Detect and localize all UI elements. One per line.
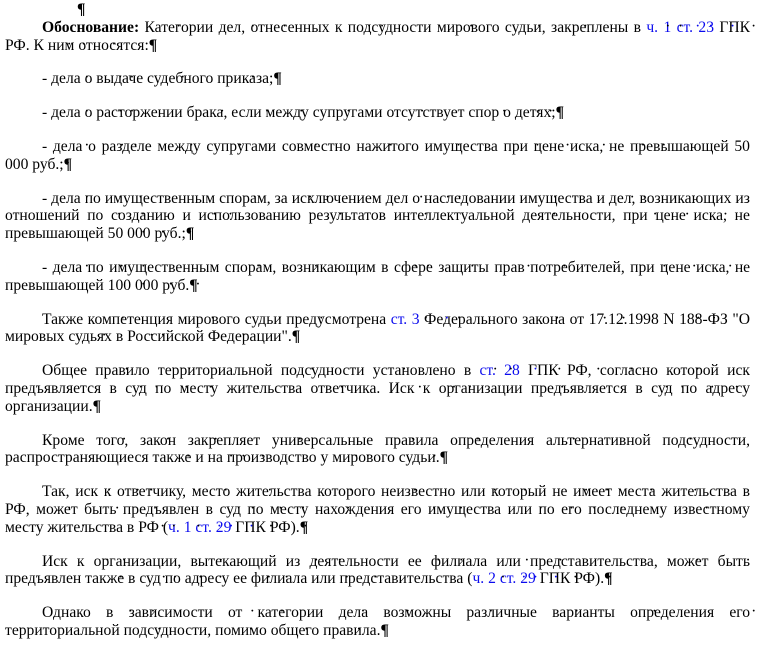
legal-reference-link[interactable]: ст. · 28	[479, 362, 519, 379]
space-mark	[565, 311, 570, 328]
space-mark	[227, 104, 231, 121]
space-mark	[117, 380, 125, 397]
space-mark	[317, 449, 321, 466]
space-mark	[264, 501, 270, 518]
space-mark	[373, 432, 385, 449]
space-mark	[456, 362, 464, 379]
space-mark	[230, 483, 236, 500]
space-mark	[123, 225, 127, 242]
space-mark	[91, 604, 106, 621]
space-mark	[521, 553, 530, 570]
space-mark	[191, 207, 199, 224]
space-mark	[487, 553, 496, 570]
space-mark	[584, 311, 589, 328]
legal-reference-link[interactable]: ч. · 2 · ст. · 29	[472, 570, 535, 587]
space-mark	[729, 138, 735, 155]
space-mark	[686, 207, 694, 224]
paragraph	[5, 483, 750, 536]
space-mark	[213, 501, 219, 518]
space-mark	[85, 432, 97, 449]
space-mark	[714, 19, 719, 36]
space-mark	[96, 138, 102, 155]
space-mark	[161, 570, 165, 587]
space-mark	[212, 519, 216, 536]
space-mark	[215, 190, 219, 207]
space-mark	[104, 259, 109, 276]
space-mark	[651, 432, 663, 449]
pilcrow-mark: ¶	[273, 70, 282, 88]
space-mark	[123, 519, 127, 536]
space-mark	[708, 553, 717, 570]
empty-paragraph	[5, 1, 750, 19]
space-mark	[81, 104, 85, 121]
space-mark	[570, 570, 574, 587]
space-mark	[81, 570, 85, 587]
space-mark	[485, 483, 491, 500]
space-mark	[615, 604, 630, 621]
space-mark	[516, 570, 520, 587]
text-run: Однако · в · зависимости · от · категории · дела · возможны · различные · варианты · определения · его территориальной · подсудности, · помимо · общего · правила.	[5, 604, 750, 639]
text-run: - · дела · по · имущественным · спорам, · возникающим · в · сфере · защиты· прав · потребителей, · при · цене · иска, · не превышающей · 100 · 000 · руб.	[5, 259, 750, 294]
space-mark	[395, 449, 399, 466]
space-mark	[83, 311, 88, 328]
space-mark	[612, 483, 618, 500]
space-mark	[199, 501, 205, 518]
space-mark	[336, 570, 340, 587]
space-mark	[273, 362, 281, 379]
space-mark	[511, 104, 515, 121]
space-mark	[500, 19, 505, 36]
space-mark	[277, 553, 286, 570]
space-mark	[555, 501, 561, 518]
space-mark	[181, 553, 190, 570]
space-mark	[47, 259, 52, 276]
space-mark	[719, 362, 727, 379]
space-mark	[673, 380, 681, 397]
space-mark	[420, 311, 425, 328]
pilcrow-mark: ¶	[380, 621, 389, 639]
space-mark	[175, 207, 183, 224]
space-mark	[101, 190, 105, 207]
space-mark	[152, 138, 158, 155]
space-mark	[603, 138, 609, 155]
space-mark	[592, 362, 600, 379]
space-mark	[74, 37, 78, 54]
space-mark	[342, 19, 347, 36]
paragraph	[5, 138, 750, 174]
space-mark	[82, 138, 88, 155]
pilcrow-mark: ¶	[555, 104, 565, 122]
space-mark	[407, 311, 412, 328]
space-mark	[123, 328, 127, 345]
space-mark	[120, 622, 124, 639]
space-mark	[471, 362, 479, 379]
space-mark	[44, 519, 48, 536]
space-mark	[309, 104, 313, 121]
space-mark	[635, 190, 639, 207]
space-mark	[231, 519, 235, 536]
space-mark	[81, 190, 85, 207]
space-mark	[496, 362, 504, 379]
space-mark	[307, 570, 311, 587]
space-mark	[628, 19, 633, 36]
space-mark	[271, 190, 275, 207]
space-mark	[528, 138, 534, 155]
space-mark	[515, 207, 523, 224]
space-mark	[82, 259, 87, 276]
space-mark	[643, 380, 651, 397]
space-mark	[422, 501, 428, 518]
space-mark	[319, 622, 323, 639]
space-mark	[525, 259, 530, 276]
text-run: · ГПК · РФ, · согласно · которой · иск предъявляется · в · суд · по · месту · жительства · ответчика. · Иск · к · организации · предъявляется · в · суд · по · адресу организации.	[5, 362, 750, 415]
space-mark	[537, 604, 552, 621]
space-mark	[547, 483, 553, 500]
space-mark	[389, 259, 394, 276]
space-mark	[484, 570, 488, 587]
paragraph	[5, 553, 750, 589]
text-run: - · дела · о · разделе · между · супругами · совместно · нажитого · имущества· при · цене · иска, · не · превышающей · 50 000 · руб.;	[5, 138, 750, 173]
space-mark	[213, 19, 218, 36]
space-mark	[229, 570, 233, 587]
space-mark	[28, 156, 32, 173]
space-mark	[546, 19, 551, 36]
space-mark	[78, 501, 84, 518]
text-run: · ГПК · РФ).	[536, 570, 604, 587]
space-mark	[365, 362, 373, 379]
space-mark	[242, 604, 257, 621]
space-mark	[47, 104, 51, 121]
space-mark	[180, 519, 184, 536]
space-mark	[276, 138, 282, 155]
pilcrow-mark: ¶	[604, 570, 613, 588]
space-mark	[158, 277, 162, 294]
space-mark	[658, 362, 666, 379]
space-mark	[656, 483, 662, 500]
space-mark	[382, 190, 386, 207]
pilcrow-mark: ¶	[185, 225, 195, 243]
space-mark	[201, 138, 207, 155]
space-mark	[103, 207, 111, 224]
space-mark	[408, 190, 412, 207]
space-mark	[308, 501, 314, 518]
space-mark	[186, 483, 192, 500]
space-mark	[414, 380, 422, 397]
space-mark	[245, 19, 250, 36]
space-mark	[44, 37, 48, 54]
space-mark	[92, 70, 96, 87]
space-mark	[648, 207, 656, 224]
pilcrow-mark: ¶	[77, 1, 86, 18]
pilcrow-mark: ¶	[63, 155, 73, 173]
space-mark	[691, 259, 696, 276]
space-mark	[328, 449, 332, 466]
space-mark	[380, 380, 388, 397]
space-mark	[383, 104, 387, 121]
space-mark	[204, 328, 208, 345]
space-mark	[218, 380, 226, 397]
space-mark	[518, 311, 523, 328]
space-mark	[536, 570, 540, 587]
space-mark	[85, 553, 94, 570]
space-mark	[697, 380, 705, 397]
space-mark	[430, 380, 438, 397]
space-mark	[422, 553, 431, 570]
paragraph	[5, 604, 750, 640]
paragraph	[5, 104, 750, 122]
space-mark	[731, 190, 735, 207]
space-mark	[534, 432, 546, 449]
space-mark	[30, 37, 34, 54]
space-mark	[351, 138, 357, 155]
space-mark	[104, 225, 108, 242]
space-mark	[147, 380, 155, 397]
space-mark	[675, 311, 680, 328]
space-mark	[183, 104, 187, 121]
space-mark	[150, 362, 158, 379]
text-run: · Федерального· закона · от · 17.12.1998 · N · 188-ФЗ · "О мировых · судьях · в · Российской· Федерации".	[5, 311, 750, 346]
paragraph	[5, 432, 750, 468]
text-run: Иск · к · организации, · вытекающий · из · деятельности · ее · филиала · или· представительства, · может · быть предъявлен · также · в · суд · по · адресу · ее· филиала · или · представительства · (	[5, 553, 750, 588]
paragraph	[5, 19, 750, 55]
space-mark	[615, 207, 623, 224]
space-mark	[81, 70, 85, 87]
space-mark	[47, 190, 51, 207]
pilcrow-mark: ¶	[299, 518, 309, 536]
text-run: Также · компетенция · мирового · судьи · предусмотрена ·	[42, 311, 391, 328]
space-mark	[727, 207, 735, 224]
space-mark	[70, 483, 76, 500]
space-mark	[176, 432, 188, 449]
text-run: Кроме · того, · закон · закрепляет · универсальные · правила · определения· альтернативной · подсудности, распространяющиеся · также · и · на · производство · у· мирового · судьи.	[5, 432, 750, 467]
space-mark	[139, 19, 144, 36]
space-mark	[501, 501, 507, 518]
space-mark	[173, 311, 178, 328]
space-mark	[213, 70, 217, 87]
space-mark	[240, 311, 245, 328]
space-mark	[223, 449, 227, 466]
space-mark	[104, 277, 108, 294]
space-mark	[211, 622, 215, 639]
pilcrow-mark: ¶	[189, 276, 198, 294]
space-mark	[143, 70, 147, 87]
space-mark	[111, 483, 117, 500]
space-mark	[135, 570, 139, 587]
space-mark	[241, 501, 247, 518]
space-mark	[124, 570, 128, 587]
space-mark	[522, 380, 530, 397]
space-mark	[330, 19, 335, 36]
space-mark	[432, 19, 437, 36]
text-run: Общее · правило · территориальной · подсудности · установлено · в ·	[42, 362, 479, 379]
space-mark	[247, 570, 251, 587]
paragraph	[5, 259, 750, 295]
space-mark	[520, 362, 528, 379]
space-mark	[728, 311, 733, 328]
space-mark	[181, 570, 185, 587]
space-mark	[276, 259, 281, 276]
legal-reference-link[interactable]: ч. · 1 · ст. · 29	[168, 519, 231, 536]
space-mark	[582, 501, 588, 518]
space-mark	[131, 277, 135, 294]
space-mark	[658, 19, 663, 36]
space-mark	[312, 483, 318, 500]
space-mark	[112, 328, 116, 345]
text-run: - · дела · о · расторжении · брака, · если · между · супругами · отсутствует · спор · о · детях;	[42, 104, 556, 121]
paragraph	[5, 70, 750, 88]
space-mark	[159, 519, 163, 536]
space-mark	[213, 604, 228, 621]
text-run: · ГПК · РФ).	[231, 519, 299, 536]
space-mark	[260, 432, 272, 449]
space-mark	[134, 519, 138, 536]
space-mark	[302, 380, 310, 397]
text-run: - · дела · о · выдаче · судебного · приказа;	[42, 70, 273, 87]
space-mark	[30, 501, 36, 518]
space-mark	[671, 19, 676, 36]
space-mark	[399, 553, 408, 570]
legal-reference-link[interactable]: ст. · 3	[391, 311, 420, 328]
space-mark	[438, 432, 450, 449]
space-mark	[394, 501, 400, 518]
space-mark	[301, 207, 309, 224]
space-mark	[463, 570, 467, 587]
pilcrow-mark: ¶	[92, 397, 102, 415]
space-mark	[605, 190, 609, 207]
space-mark	[693, 19, 698, 36]
space-mark	[98, 483, 104, 500]
pilcrow-mark: ¶	[439, 449, 449, 467]
text-run: Так, · иск · к · ответчику, · место · жительства · которого · неизвестно · или· который · не · имеет · места · жительства · в РФ, · может · быть · предъявлен · в· суд · по · месту · нахождения · его · имущества · или · по · его · последнему· известному месту · жительства · в · РФ · (	[5, 483, 750, 536]
bold-text-run: Обоснование:	[42, 18, 140, 36]
space-mark	[655, 259, 660, 276]
space-mark	[559, 362, 567, 379]
space-mark	[516, 190, 520, 207]
paragraph	[5, 362, 750, 415]
space-mark	[68, 553, 77, 570]
space-mark	[498, 138, 504, 155]
space-mark	[300, 553, 309, 570]
space-mark	[64, 328, 68, 345]
space-mark	[729, 259, 734, 276]
space-mark	[714, 604, 729, 621]
space-mark	[658, 553, 667, 570]
space-mark	[262, 104, 266, 121]
space-mark	[219, 259, 224, 276]
space-mark	[464, 104, 468, 121]
space-mark	[101, 380, 109, 397]
space-mark	[171, 380, 179, 397]
pilcrow-mark: ¶	[148, 36, 158, 54]
space-mark	[47, 138, 53, 155]
pilcrow-mark: ¶	[291, 328, 301, 346]
space-mark	[191, 449, 195, 466]
space-mark	[419, 138, 425, 155]
space-mark	[191, 519, 195, 536]
space-mark	[149, 449, 153, 466]
space-mark	[420, 190, 424, 207]
space-mark	[433, 259, 438, 276]
space-mark	[376, 259, 381, 276]
space-mark	[267, 622, 271, 639]
space-mark	[204, 449, 208, 466]
space-mark	[532, 501, 538, 518]
space-mark	[87, 362, 95, 379]
space-mark	[627, 380, 635, 397]
space-mark	[386, 207, 394, 224]
space-mark	[386, 311, 391, 328]
legal-reference-link[interactable]: ч. · 1 · ст. · 23	[646, 19, 714, 36]
text-run: · Категории · дел, · отнесенных · к · подсудности · мирового · судьи,· закреплены · в ·	[139, 19, 646, 36]
space-mark	[567, 483, 573, 500]
space-mark	[282, 311, 287, 328]
space-mark	[116, 501, 122, 518]
space-mark	[667, 501, 673, 518]
space-mark	[499, 104, 503, 121]
space-mark	[47, 70, 51, 87]
space-mark	[624, 138, 630, 155]
space-mark	[659, 311, 664, 328]
space-mark	[496, 570, 500, 587]
space-mark	[593, 190, 597, 207]
space-mark	[323, 604, 338, 621]
space-mark	[128, 432, 140, 449]
paragraph	[5, 311, 750, 347]
paragraph	[5, 190, 750, 243]
space-mark	[113, 604, 128, 621]
space-mark	[151, 225, 155, 242]
space-mark	[564, 138, 570, 155]
text-run: · ГПК РФ. · К · ним · относятся:	[5, 19, 750, 54]
space-mark	[625, 259, 630, 276]
space-mark	[288, 190, 292, 207]
space-mark	[641, 19, 646, 36]
space-mark	[80, 207, 88, 224]
space-mark	[92, 104, 96, 121]
space-mark	[266, 519, 270, 536]
space-mark	[368, 604, 383, 621]
space-mark	[737, 483, 743, 500]
space-mark	[489, 259, 494, 276]
space-mark	[455, 483, 461, 500]
text-run: - · дела · по · имущественным · спорам, · за · исключением · дел · о· наследовании · имущества · и · дел, · возникающих · из отношений · по · созданию · и · использованию · результатов · интеллектуальной · деятельности, · при · цене · иска,· не превышающей · 50 · 000 · руб.;	[5, 190, 750, 243]
space-mark	[375, 483, 381, 500]
space-mark	[451, 604, 466, 621]
